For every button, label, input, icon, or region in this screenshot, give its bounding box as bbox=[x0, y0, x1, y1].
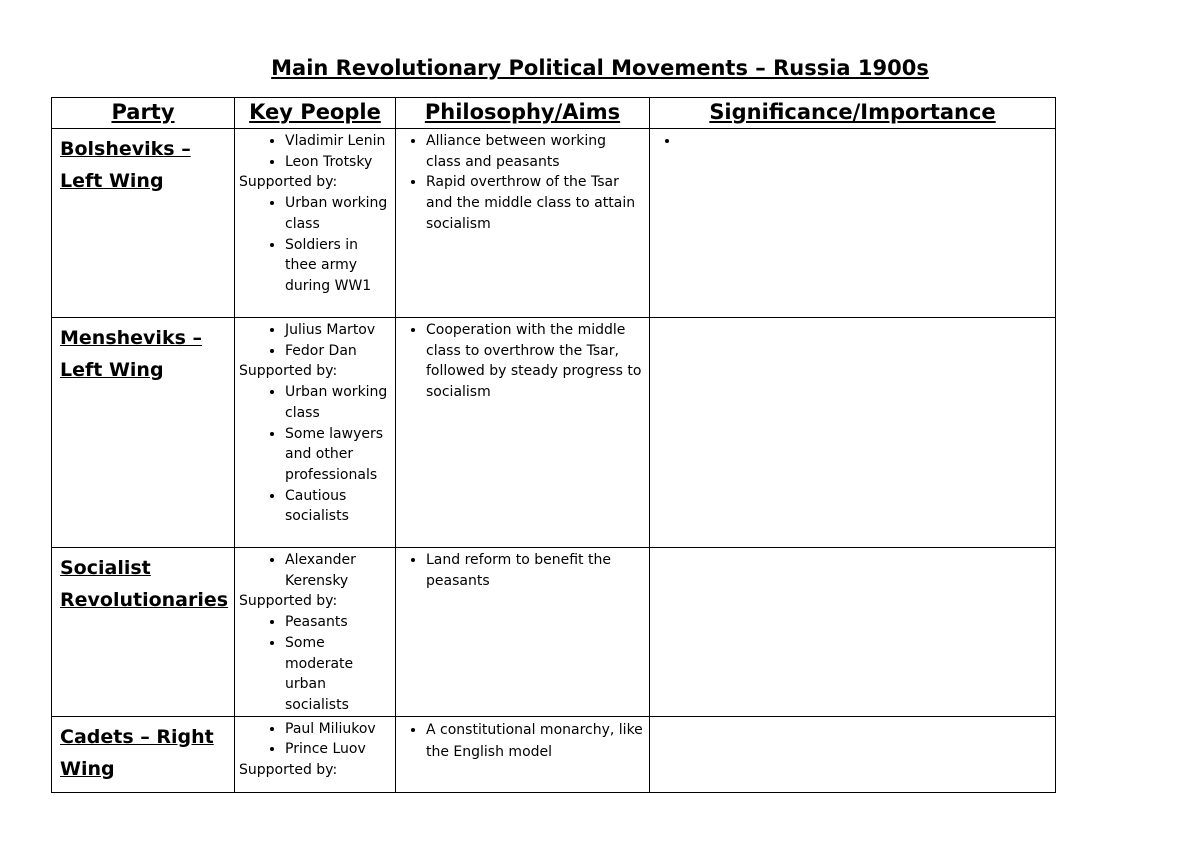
list-item: • Alliance between working class and peasants bbox=[426, 131, 645, 172]
list-item: • Urban working class bbox=[285, 382, 391, 423]
supported-by-label: Supported by: bbox=[239, 174, 338, 191]
list-item: • Julius Martov bbox=[285, 320, 391, 341]
list-item: • A constitutional monarchy, like the English model bbox=[426, 719, 645, 763]
significance-cell[interactable] bbox=[650, 129, 1056, 318]
list-item: • Some lawyers and other professionals bbox=[285, 424, 391, 486]
header-aims: Philosophy/Aims bbox=[396, 98, 650, 129]
list-item: • Cooperation with the middle class to overthrow the Tsar, followed by steady progress to socialism bbox=[426, 320, 645, 403]
supported-by-label: Supported by: bbox=[239, 762, 338, 779]
party-name: Mensheviks – Left Wing bbox=[60, 327, 202, 381]
key-people-cell bbox=[235, 129, 396, 318]
party-cell bbox=[52, 129, 235, 318]
supported-by-label: Supported by: bbox=[239, 593, 338, 610]
header-significance: Significance/Importance bbox=[650, 98, 1056, 129]
empty-bullet bbox=[680, 131, 1051, 152]
header-party: Party bbox=[52, 98, 235, 129]
aims-cell bbox=[396, 318, 650, 548]
table-row bbox=[52, 318, 1056, 548]
table-row bbox=[52, 129, 1056, 318]
aims-cell bbox=[396, 129, 650, 318]
list-item: • Land reform to benefit the peasants bbox=[426, 550, 645, 591]
aims-cell bbox=[396, 716, 650, 792]
list-item: • Vladimir Lenin bbox=[285, 131, 391, 152]
list-item: • Soldiers in thee army during WW1 bbox=[285, 235, 391, 297]
key-people-cell bbox=[235, 716, 396, 792]
list-item: • Peasants bbox=[285, 612, 391, 633]
party-name: Socialist Revolutionaries bbox=[60, 557, 229, 611]
party-name: Bolsheviks – Left Wing bbox=[60, 138, 191, 192]
key-people-cell bbox=[235, 548, 396, 717]
significance-cell[interactable] bbox=[650, 548, 1056, 717]
header-key-people: Key People bbox=[235, 98, 396, 129]
list-item: • Urban working class bbox=[285, 193, 391, 234]
table-row bbox=[52, 716, 1056, 792]
list-item: • Prince Luov bbox=[285, 739, 391, 760]
list-item: • Rapid overthrow of the Tsar and the middle class to attain socialism bbox=[426, 172, 645, 234]
party-cell bbox=[52, 318, 235, 548]
list-item: • Some moderate urban socialists bbox=[285, 633, 391, 716]
supported-by-label: Supported by: bbox=[239, 363, 338, 380]
list-item: • Fedor Dan bbox=[285, 341, 391, 362]
movements-table bbox=[51, 97, 1056, 793]
document-title: Main Revolutionary Political Movements – Russia 1900s bbox=[271, 56, 929, 80]
significance-cell[interactable] bbox=[650, 716, 1056, 792]
aims-cell bbox=[396, 548, 650, 717]
significance-cell[interactable] bbox=[650, 318, 1056, 548]
party-cell bbox=[52, 716, 235, 792]
list-item: • Paul Miliukov bbox=[285, 719, 391, 740]
list-item: • Leon Trotsky bbox=[285, 152, 391, 173]
list-item: • Alexander Kerensky bbox=[285, 550, 391, 591]
header-row bbox=[52, 98, 1056, 129]
key-people-cell bbox=[235, 318, 396, 548]
party-name: Cadets – Right Wing bbox=[60, 725, 214, 780]
table-row bbox=[52, 548, 1056, 717]
list-item: • Cautious socialists bbox=[285, 486, 391, 527]
party-cell bbox=[52, 548, 235, 717]
